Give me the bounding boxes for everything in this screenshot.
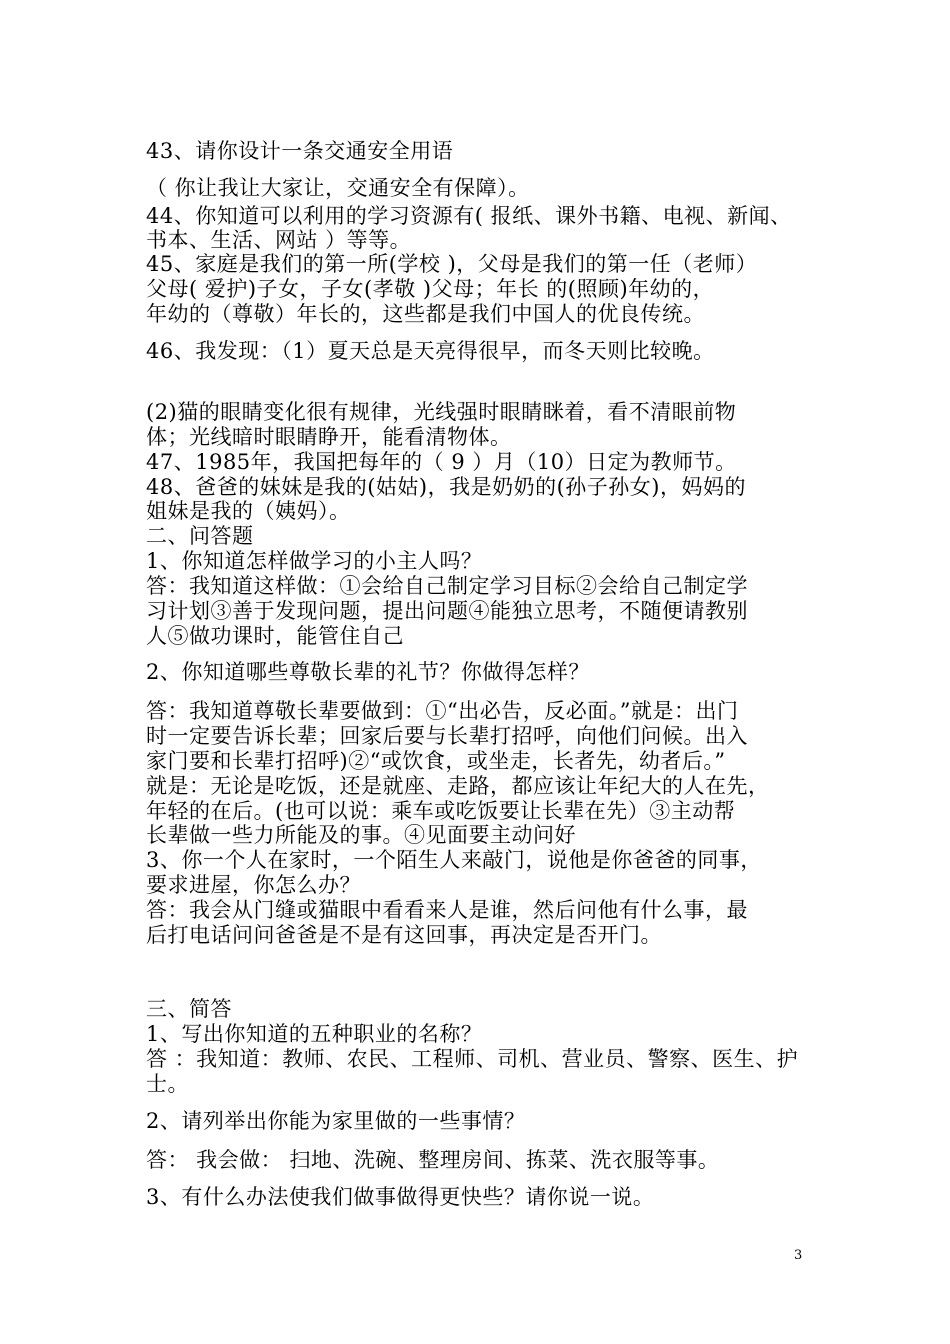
qa-answer-3: 答：我会从门缝或猫眼中看看来人是谁，然后问他有什么事，最 — [146, 898, 748, 922]
qa-answer-1-cont-2: 人⑤做功课时，能管住自己 — [146, 624, 404, 648]
qa-answer-2-cont-4: 年轻的在后。(也可以说：乘车或吃饭要让长辈在先）③主动帮 — [146, 799, 736, 823]
question-45-cont-2: 年幼的（尊敬）年长的，这些都是我们中国人的优良传统。 — [146, 302, 705, 326]
question-48: 48、爸爸的妹妹是我的(姑姑)，我是奶奶的(孙子孙女)，妈妈的 — [146, 475, 746, 499]
question-46: 46、我发现：（1）夏天总是天亮得很早，而冬天则比较晚。 — [146, 339, 715, 363]
section-heading-2: 二、问答题 — [146, 524, 254, 548]
question-45: 45、家庭是我们的第一所(学校 )，父母是我们的第一任（老师） — [146, 252, 758, 276]
question-43: 43、请你设计一条交通安全用语 — [146, 139, 454, 163]
qa-answer-3-cont: 后打电话问问爸爸是不是有这回事，再决定是否开门。 — [146, 923, 662, 947]
qa-answer-2: 答：我知道尊敬长辈要做到：①“出必告，反必面。”就是：出门 — [146, 699, 739, 723]
question-44-cont: 书本、生活、网站 ）等等。 — [146, 228, 412, 252]
question-46-part-2: (2)猫的眼睛变化很有规律，光线强时眼睛眯着，看不清眼前物 — [146, 400, 737, 424]
question-48-cont: 姐妹是我的（姨妈）。 — [146, 499, 351, 523]
qa-answer-2-cont-1: 时一定要告诉长辈；回家后要与长辈打招呼，向他们问候。出入 — [146, 724, 748, 748]
qa-question-2: 2、你知道哪些尊敬长辈的礼节？你做得怎样？ — [146, 660, 590, 684]
qa-answer-2-cont-2: 家门要和长辈打招呼)②“或饮食，或坐走，长者先，幼者后。” — [146, 749, 726, 773]
qa-question-3-cont: 要求进屋，你怎么办？ — [146, 873, 361, 897]
question-46-part-2-cont: 体；光线暗时眼睛睁开，能看清物体。 — [146, 425, 512, 449]
short-answer-1-cont: 士。 — [146, 1072, 189, 1096]
short-answer-2: 答： 我会做： 扫地、洗碗、整理房间、拣菜、洗衣服等事。 — [146, 1148, 720, 1172]
short-answer-1: 答 ：我知道：教师、农民、工程师、司机、营业员、警察、医生、护 — [146, 1047, 799, 1071]
qa-question-3: 3、你一个人在家时，一个陌生人来敲门，说他是你爸爸的同事， — [146, 848, 762, 872]
page-number: 3 — [794, 1248, 803, 1263]
qa-answer-2-cont-5: 长辈做一些力所能及的事。④见面要主动问好 — [146, 823, 576, 847]
question-45-cont-1: 父母( 爱护)子女，子女(孝敬 )父母；年长 的(照顾)年幼的， — [146, 277, 715, 301]
question-44: 44、你知道可以利用的学习资源有( 报纸、课外书籍、电视、新闻、 — [146, 204, 792, 228]
short-question-1: 1、写出你知道的五种职业的名称？ — [146, 1022, 483, 1046]
qa-answer-1-cont-1: 习计划③善于发现问题，提出问题④能独立思考，不随便请教别 — [146, 599, 748, 623]
qa-answer-2-cont-3: 就是：无论是吃饭，还是就座、走路，都应该让年纪大的人在先， — [146, 774, 770, 798]
section-heading-3: 三、简答 — [146, 997, 232, 1021]
answer-43: （ 你让我让大家让，交通安全有保障）。 — [146, 176, 530, 200]
qa-answer-1: 答：我知道这样做：①会给自己制定学习目标②会给自己制定学 — [146, 574, 748, 598]
question-47: 47、1985年，我国把每年的（ 9 ）月（10）日定为教师节。 — [146, 450, 737, 474]
short-question-2: 2、请列举出你能为家里做的一些事情？ — [146, 1109, 526, 1133]
qa-question-1: 1、你知道怎样做学习的小主人吗？ — [146, 549, 483, 573]
short-question-3: 3、有什么办法使我们做事做得更快些？请你说一说。 — [146, 1185, 655, 1209]
